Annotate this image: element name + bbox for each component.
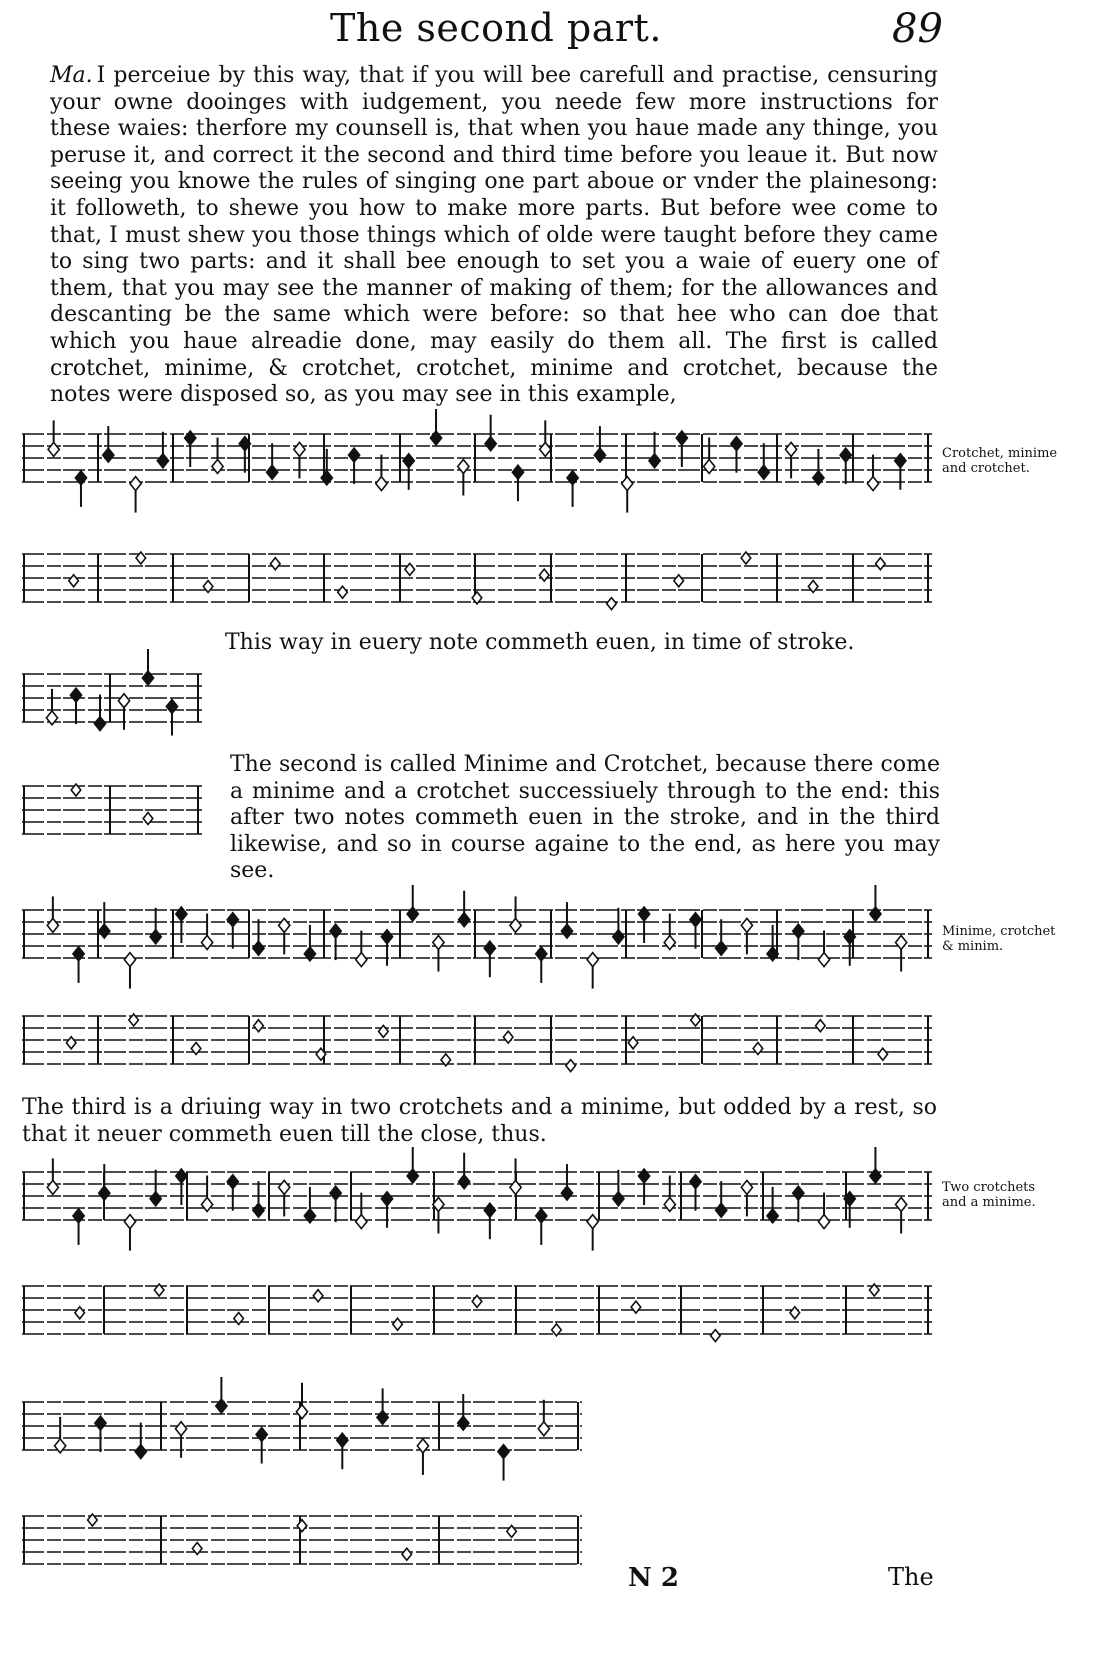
example-1-caption: This way in euery note commeth euen, in time of stroke. xyxy=(225,630,855,655)
note-head xyxy=(594,448,605,462)
note-head xyxy=(607,598,617,610)
note-head xyxy=(405,563,415,575)
note-head xyxy=(142,671,153,685)
music-staff xyxy=(22,1002,932,1086)
note-head xyxy=(876,558,886,570)
note-head xyxy=(664,1198,675,1212)
note-head xyxy=(135,1445,146,1459)
note-head xyxy=(356,1215,367,1229)
note-head xyxy=(711,1330,721,1342)
note-head xyxy=(55,1439,66,1453)
note-head xyxy=(731,437,742,451)
note-head xyxy=(628,1037,638,1049)
note-head xyxy=(870,1169,881,1183)
note-head xyxy=(896,1198,907,1212)
note-head xyxy=(587,953,598,967)
note-head xyxy=(75,471,86,485)
paragraph-intro-text: I perceiue by this way, that if you will bee carefull and practise, censuring your owne dooinges with iudgement, you neede few more instructions for these waies: therfore my counsell is, that when you haue made any thinge, you peruse it, and correct it the second and third time before you leaue it. But now seeing you knowe the rules of singing one part aboue or vnder the plainesong: it followeth, to shewe you how to make more parts. But before wee come to that, I must shew you those things which of olde were taught before they came to sing two parts: and it shall bee enough to set you a waie of euery one of them, that you may see the manner of making of them; for the allowances and descanting be the same which were before: so that hee who can doe that which you haue alreadie done, may easily do them all. The first is called crotchet, minime, & crotchet, crotchet, minime and crotchet, because the notes were disposed so, as you may see in this example, xyxy=(50,63,938,408)
paragraph-third-way: The third is a driuing way in two crotchets and a minime, but odded by a rest, so that it neuer commeth euen till the close, thus. xyxy=(22,1095,937,1147)
music-staff xyxy=(22,420,932,504)
note-head xyxy=(704,460,715,474)
note-head xyxy=(690,1175,701,1189)
note-head xyxy=(176,1169,187,1183)
note-head xyxy=(330,1186,341,1200)
note-head xyxy=(767,1209,778,1223)
note-head xyxy=(622,477,633,491)
note-head xyxy=(69,575,79,587)
note-head xyxy=(47,1180,58,1194)
note-head xyxy=(95,1416,106,1430)
note-head xyxy=(567,471,578,485)
note-head xyxy=(330,924,341,938)
note-head xyxy=(296,1405,307,1419)
running-head: The second part. xyxy=(330,6,662,50)
note-head xyxy=(294,442,305,456)
note-head xyxy=(498,1445,509,1459)
note-head xyxy=(716,941,727,955)
note-head xyxy=(227,913,238,927)
note-head xyxy=(785,442,796,456)
note-head xyxy=(175,1422,186,1436)
note-head xyxy=(376,477,387,491)
note-head xyxy=(313,1290,323,1302)
note-head xyxy=(377,1410,388,1424)
note-head xyxy=(510,1180,521,1194)
note-head xyxy=(130,477,141,491)
note-head xyxy=(99,1186,110,1200)
note-head xyxy=(790,1307,800,1319)
music-staff xyxy=(22,772,202,856)
note-head xyxy=(867,477,878,491)
music-staff xyxy=(22,660,202,744)
note-head xyxy=(304,1209,315,1223)
note-head xyxy=(716,1203,727,1217)
note-head xyxy=(664,936,675,950)
note-head xyxy=(267,465,278,479)
note-head xyxy=(321,471,332,485)
note-head xyxy=(539,569,549,581)
note-head xyxy=(459,913,470,927)
note-head xyxy=(793,924,804,938)
note-head xyxy=(348,448,359,462)
note-head xyxy=(203,581,213,593)
note-head xyxy=(561,1186,572,1200)
note-head xyxy=(458,460,469,474)
catchword: The xyxy=(888,1563,934,1591)
margin-note-example-1: Crotchet, minime and crotchet. xyxy=(942,446,1058,476)
note-head xyxy=(157,454,168,468)
note-head xyxy=(379,1025,389,1037)
note-head xyxy=(166,700,177,714)
note-head xyxy=(201,1198,212,1212)
note-head xyxy=(808,581,818,593)
note-head xyxy=(758,465,769,479)
note-head xyxy=(631,1301,641,1313)
note-head xyxy=(741,918,752,932)
note-head xyxy=(536,1209,547,1223)
note-head xyxy=(458,1416,469,1430)
note-head xyxy=(253,941,264,955)
page-number: 89 xyxy=(892,6,943,52)
note-head xyxy=(150,930,161,944)
margin-note-example-2: Minime, crotchet & minim. xyxy=(942,924,1056,954)
note-head xyxy=(613,930,624,944)
note-head xyxy=(201,936,212,950)
signature-mark: N 2 xyxy=(628,1563,679,1593)
note-head xyxy=(393,1318,403,1330)
music-staff xyxy=(22,896,932,980)
note-head xyxy=(75,1307,85,1319)
margin-note-example-3: Two crotchets and a minime. xyxy=(942,1180,1036,1210)
note-head xyxy=(124,1215,135,1229)
note-head xyxy=(896,936,907,950)
music-staff xyxy=(22,1158,932,1242)
note-head xyxy=(176,907,187,921)
note-head xyxy=(48,442,59,456)
note-head xyxy=(638,907,649,921)
note-head xyxy=(813,471,824,485)
paragraph-intro xyxy=(50,63,938,409)
note-head xyxy=(254,1020,264,1032)
note-head xyxy=(510,918,521,932)
note-head xyxy=(356,953,367,967)
note-head xyxy=(124,953,135,967)
note-head xyxy=(227,1175,238,1189)
note-head xyxy=(676,431,687,445)
note-head xyxy=(472,1295,482,1307)
note-head xyxy=(47,918,58,932)
note-head xyxy=(381,930,392,944)
note-head xyxy=(253,1203,264,1217)
note-head xyxy=(99,924,110,938)
note-head xyxy=(485,437,496,451)
note-head xyxy=(538,1422,549,1436)
note-head xyxy=(94,717,105,731)
music-staff xyxy=(22,1502,582,1586)
note-head xyxy=(212,460,223,474)
note-head xyxy=(150,1192,161,1206)
note-head xyxy=(613,1192,624,1206)
note-head xyxy=(430,431,441,445)
note-head xyxy=(338,586,348,598)
music-staff xyxy=(22,1272,932,1356)
music-staff xyxy=(22,540,932,624)
note-head xyxy=(484,941,495,955)
note-head xyxy=(878,1048,888,1060)
note-head xyxy=(818,1215,829,1229)
music-staff xyxy=(22,1388,582,1472)
note-head xyxy=(118,694,129,708)
note-head xyxy=(690,913,701,927)
note-head xyxy=(536,947,547,961)
note-head xyxy=(402,1548,412,1560)
note-head xyxy=(561,924,572,938)
note-head xyxy=(381,1192,392,1206)
note-head xyxy=(143,813,153,825)
note-head xyxy=(741,1180,752,1194)
note-head xyxy=(638,1169,649,1183)
note-head xyxy=(216,1399,227,1413)
note-head xyxy=(103,448,114,462)
note-head xyxy=(297,1520,307,1532)
note-head xyxy=(407,1169,418,1183)
note-head xyxy=(433,936,444,950)
note-head xyxy=(70,688,81,702)
note-head xyxy=(279,918,290,932)
note-head xyxy=(840,448,851,462)
note-head xyxy=(337,1433,348,1447)
note-head xyxy=(674,575,684,587)
note-head xyxy=(417,1439,428,1453)
note-head xyxy=(459,1175,470,1189)
note-head xyxy=(816,1020,826,1032)
note-head xyxy=(484,1203,495,1217)
note-head xyxy=(66,1037,76,1049)
note-head xyxy=(540,442,551,456)
note-head xyxy=(304,947,315,961)
note-head xyxy=(818,953,829,967)
note-head xyxy=(185,431,196,445)
note-head xyxy=(566,1060,576,1072)
note-head xyxy=(512,465,523,479)
note-head xyxy=(507,1525,517,1537)
note-head xyxy=(403,454,414,468)
note-head xyxy=(256,1428,267,1442)
note-head xyxy=(870,907,881,921)
note-head xyxy=(73,1209,84,1223)
note-head xyxy=(271,558,281,570)
note-head xyxy=(793,1186,804,1200)
note-head xyxy=(895,454,906,468)
note-head xyxy=(587,1215,598,1229)
paragraph-second-way: The second is called Minime and Crotchet, because there come a minime and a crotchet successiuely through to the end: this after two notes commeth euen in the stroke, and in the third likewise, and so in course againe to the end, as here you may see. xyxy=(230,752,940,884)
note-head xyxy=(407,907,418,921)
note-head xyxy=(46,711,57,725)
note-head xyxy=(73,947,84,961)
note-head xyxy=(503,1031,513,1043)
speaker-label: Ma. xyxy=(50,63,93,88)
note-head xyxy=(649,454,660,468)
note-head xyxy=(279,1180,290,1194)
